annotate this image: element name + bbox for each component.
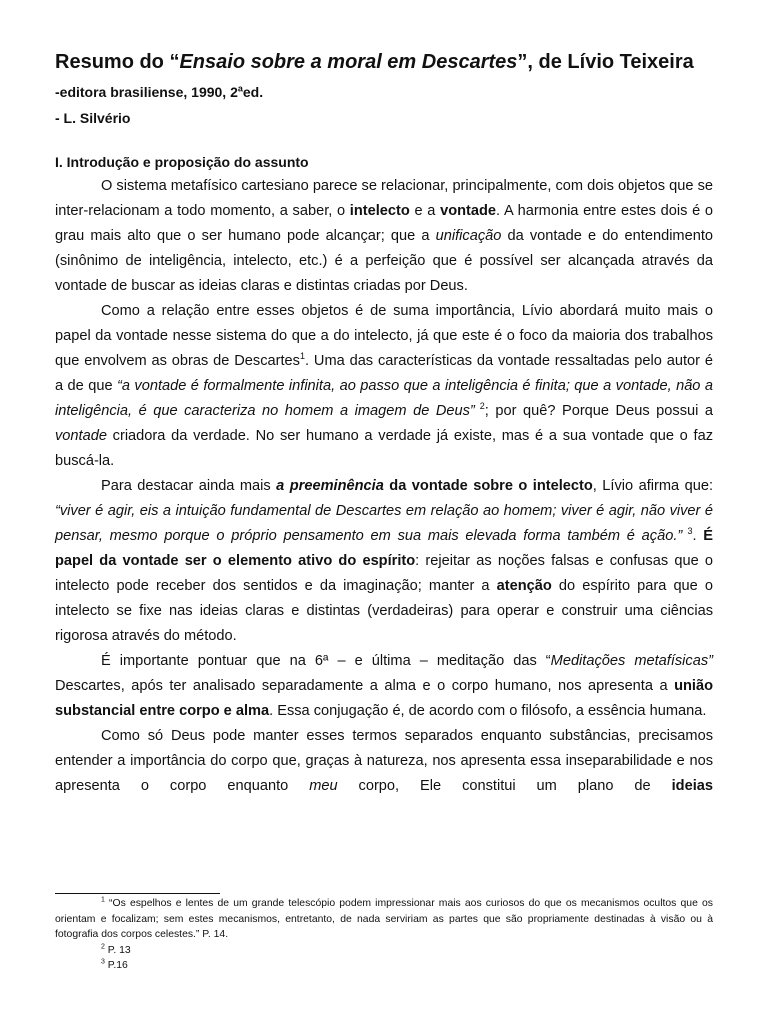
italic-term: Meditações metafísicas” [550,653,713,669]
quotation: “a vontade é formalmente infinita, ao passo que a inteligência é finita; que a vontade, não a inteligência, é que caracteriza no homem a imagem de Deus” [55,378,713,419]
bold-term: da vontade sobre o intelecto [383,478,593,494]
paragraph-4 [55,649,713,724]
bold-term: intelecto [349,203,410,219]
publisher-text: -editora brasiliense, 1990, 2 [55,84,238,100]
bold-term: É papel da vontade ser o elemento ativo do espírito [55,528,714,569]
footnote-2 [55,943,713,959]
title-text: Resumo do “ [55,51,180,73]
italic-term: unificação [435,228,502,244]
italic-term: vontade [55,428,107,444]
bold-term: vontade [440,203,497,219]
text-run: e a [409,203,441,219]
footnote-ref[interactable]: 2 [474,401,485,412]
footnote-text: “Os espelhos e lentes de um grande telescópio podem impressionar mais aos curiosos do que os mecanismos ocultos que os orientam e focalizam; sem estes mecanismos, entretanto, de nada serviriam as partes que são propriamente destinadas à visão ou à fotografia dos corpos celestes.” P. 14. [55,898,713,941]
text-run: do espírito para que o intelecto se fixe nas ideias claras e distintas (verdadeiras) para operar e construir uma ciências rigorosa através do método. [55,578,713,644]
paragraph-3 [55,474,713,649]
bold-term: união substancial entre corpo e alma [55,678,713,719]
footnote-separator [55,893,220,894]
text-run: Como a relação entre esses objetos é de suma importância, Lívio abordará muito mais o papel da vontade nesse sistema do que a do intelecto, já que este é o foco da maioria dos trabalhos que envolvem as obras de Descartes [55,303,713,369]
footnote-text: P. 13 [104,944,131,956]
section-heading: I. Introdução e proposição do assunto [55,154,309,170]
footnote-1 [55,896,713,943]
text-run: da vontade e do entendimento (sinônimo de inteligência, intelecto, etc.) é a perfeição que é possível ser alcançada através da vontade de buscar as ideias claras e distintas criadas por Deus. [55,228,713,294]
paragraph-2 [55,299,713,474]
text-run: . [692,528,704,544]
footnote-ref[interactable]: 1 [299,351,305,362]
edition-superscript: a [237,83,243,94]
paragraph-5 [55,724,713,799]
quotation: “viver é agir, eis a intuição fundamental de Descartes em relação ao homem; viver é agir, não viver é pensar, mesmo porque o próprio pensamento em sua mais elevada forma também é ação.” [55,503,713,544]
text-run: : rejeitar as noções falsas e confusas que o intelecto pode receber dos sentidos e da imaginação; manter a [55,553,713,594]
text-run: Descartes, após ter analisado separadamente a alma e o corpo humano, nos apresenta a [55,678,675,694]
footnote-number: 1 [101,896,105,904]
text-run: criadora da verdade. No ser humano a verdade já existe, mas é a sua vontade que o faz buscá-la. [55,428,713,469]
text-run: . Essa conjugação é, de acordo com o filósofo, a essência humana. [269,703,707,719]
footnotes [55,896,713,974]
document-title [55,46,713,78]
footnote-number: 3 [101,958,105,966]
author-line: - L. Silvério [55,110,131,126]
publisher-text: ed. [242,84,264,100]
text-run: Como só Deus pode manter esses termos separados enquanto substâncias, precisamos entender a importância do corpo que, graças à natureza, nos apresenta essa inseparabilidade e nos apresenta o corpo enquanto [55,728,713,794]
text-run: . A harmonia entre estes dois é o grau mais alto que o ser humano pode alcançar; que a [55,203,713,244]
text-run: corpo, Ele constitui um plano de [337,778,672,794]
footnote-number: 2 [101,943,105,951]
text-run: , Lívio afirma que: [592,478,714,494]
title-italic: Ensaio sobre a moral em Descartes [179,51,518,73]
footnote-text: P.16 [104,960,128,972]
text-run: É importante pontuar que na 6ª – e última – meditação das “ [101,653,551,669]
text-run: . Uma das características da vontade ressaltadas pelo autor é a de que [55,353,713,394]
bold-italic-term: a preeminência [276,478,384,494]
bold-term: atenção [496,578,552,594]
publisher-line [55,80,713,104]
footnote-3 [55,958,713,974]
text-run: O sistema metafísico cartesiano parece se relacionar, principalmente, com dois objetos que se inter-relacionam a todo momento, a saber, o [55,178,713,219]
text-run: ; por quê? Porque Deus possui a [484,403,713,419]
footnote-ref[interactable]: 3 [682,526,693,537]
title-text: ”, de Lívio Teixeira [517,51,694,73]
italic-term: meu [309,778,338,794]
text-run: Para destacar ainda mais [101,478,277,494]
bold-term: ideias [671,778,713,794]
paragraph-1 [55,174,713,299]
